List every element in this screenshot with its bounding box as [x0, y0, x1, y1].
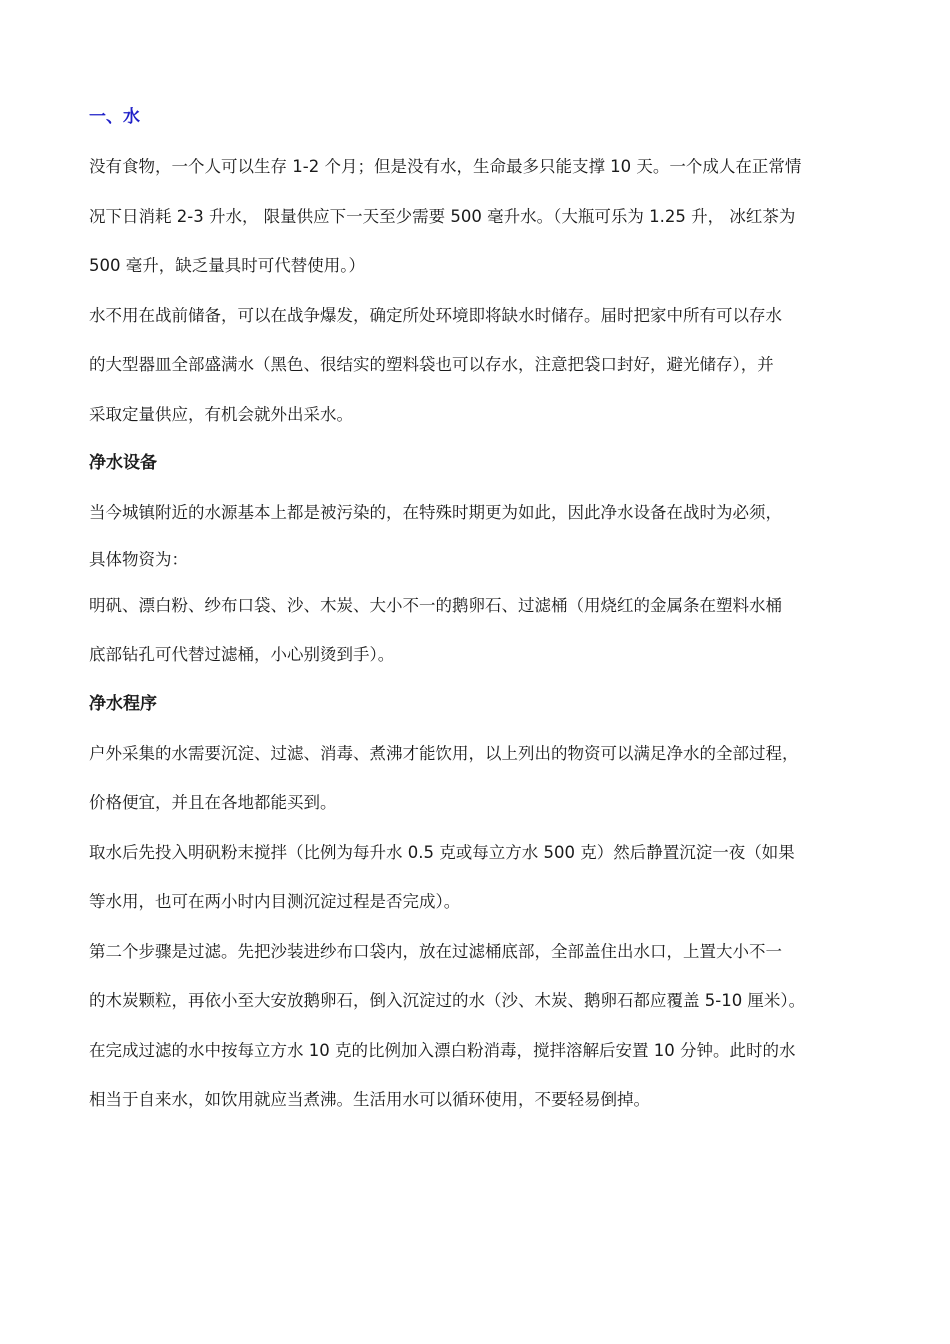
- paragraph-water-storage: [89, 291, 879, 440]
- text-line: 采取定量供应，有机会就外出采水。: [89, 404, 353, 424]
- text-line: 当今城镇附近的水源基本上都是被污染的，在特殊时期更为如此，因此净水设备在战时为必须，: [89, 503, 782, 522]
- paragraph-equipment-intro: [89, 488, 879, 581]
- text-line: 底部钻孔可代替过滤桶，小心别烫到手）。: [89, 645, 395, 664]
- text-line: 具体物资为：: [89, 549, 188, 569]
- text-line: 取水后先投入明矾粉末搅拌（比例为每升水 0.5 克或每立方水 500 克）然后静置沉淀一夜（如果: [89, 842, 795, 862]
- text-line: 500 毫升，缺乏量具时可代替使用。）: [89, 256, 365, 275]
- paragraph-water-survival: [89, 142, 879, 291]
- section-heading-procedure: 净水程序: [89, 693, 157, 714]
- paragraph-equipment-list: [89, 581, 879, 680]
- text-line: 的木炭颗粒，再依小至大安放鹅卵石，倒入沉淀过的水（沙、木炭、鹅卵石都应覆盖 5-10 厘米）。: [89, 991, 806, 1010]
- section-heading-water: 一、水: [89, 107, 140, 127]
- text-line: 价格便宜，并且在各地都能买到。: [89, 793, 337, 812]
- text-line: 户外采集的水需要沉淀、过滤、消毒、煮沸才能饮用，以上列出的物资可以满足净水的全部过程，: [89, 743, 799, 763]
- text-line: 第二个步骤是过滤。先把沙装进纱布口袋内，放在过滤桶底部，全部盖住出水口，上置大小不一: [89, 941, 782, 961]
- text-line: 在完成过滤的水中按每立方水 10 克的比例加入漂白粉消毒，搅拌溶解后安置 10 分钟。此时的水: [89, 1040, 796, 1060]
- text-line: 的大型器皿全部盛满水（黑色、很结实的塑料袋也可以存水，注意把袋口封好，避光储存），并: [89, 355, 774, 374]
- text-line: 等水用，也可在两小时内目测沉淀过程是否完成）。: [89, 892, 461, 911]
- text-line: 水不用在战前储备，可以在战争爆发，确定所处环境即将缺水时储存。届时把家中所有可以存水: [89, 305, 782, 325]
- text-line: 况下日消耗 2-3 升水， 限量供应下一天至少需要 500 毫升水。（大瓶可乐为 1.25 升， 冰红茶为: [89, 206, 796, 226]
- paragraph-procedure-filtration: [89, 927, 879, 1125]
- text-line: 没有食物，一个人可以生存 1-2 个月；但是没有水，生命最多只能支撑 10 天。一个成人在正常情: [89, 157, 802, 176]
- paragraph-procedure-sedimentation: [89, 828, 879, 927]
- document-page: [89, 92, 879, 1125]
- text-line: 相当于自来水，如饮用就应当煮沸。生活用水可以循环使用，不要轻易倒掉。: [89, 1090, 650, 1109]
- paragraph-procedure-overview: [89, 729, 879, 828]
- text-line: 明矾、漂白粉、纱布口袋、沙、木炭、大小不一的鹅卵石、过滤桶（用烧红的金属条在塑料水桶: [89, 595, 782, 615]
- section-heading-equipment: 净水设备: [89, 453, 157, 473]
